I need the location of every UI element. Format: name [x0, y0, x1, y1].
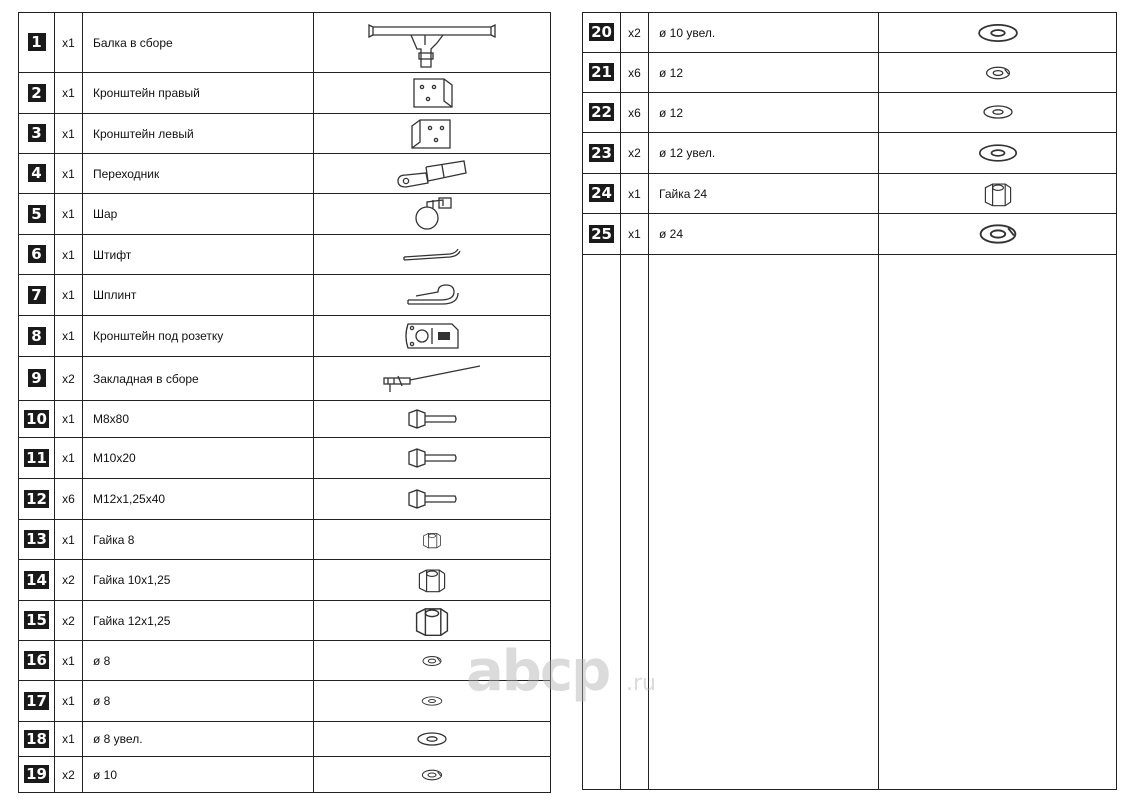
item-picture-cell [314, 73, 551, 114]
item-number: 11 [26, 448, 47, 467]
bolt-icon [405, 446, 459, 470]
item-name: ø 12 увел. [649, 133, 879, 174]
item-number: 25 [591, 224, 612, 243]
item-number-cell [583, 13, 621, 53]
item-quantity: x1 [55, 235, 83, 275]
item-number: 23 [591, 143, 612, 162]
empty-cell [621, 255, 649, 790]
parts-row [19, 275, 551, 316]
item-number: 17 [26, 691, 47, 710]
parts-row [19, 438, 551, 479]
parts-table-right [582, 12, 1117, 790]
item-quantity: x1 [55, 722, 83, 757]
item-number: 22 [591, 103, 612, 121]
empty-cell [649, 255, 879, 790]
item-number-cell [19, 520, 55, 560]
parts-row [19, 114, 551, 154]
item-picture-cell [314, 13, 551, 73]
item-picture-cell [879, 53, 1117, 93]
parts-row [583, 133, 1117, 174]
item-quantity: x1 [55, 73, 83, 114]
item-number-cell [583, 93, 621, 133]
spring-washer-icon [421, 654, 444, 668]
item-number-cell [19, 316, 55, 357]
item-number-cell [19, 357, 55, 401]
parts-row [583, 53, 1117, 93]
item-quantity: x1 [621, 214, 649, 255]
item-picture-cell [314, 479, 551, 520]
item-number: 19 [26, 765, 47, 783]
watermark-main: abcp [466, 639, 610, 704]
item-name: Штифт [83, 235, 314, 275]
item-number-cell [19, 479, 55, 520]
item-quantity: x1 [55, 194, 83, 235]
item-quantity: x1 [55, 641, 83, 681]
nut-icon [416, 567, 448, 594]
item-name: ø 12 [649, 93, 879, 133]
item-number-cell [583, 214, 621, 255]
item-picture-cell [314, 235, 551, 275]
parts-row [19, 154, 551, 194]
item-quantity: x1 [55, 520, 83, 560]
item-number: 24 [591, 184, 612, 202]
item-number-cell [19, 73, 55, 114]
parts-row [19, 681, 551, 722]
item-number: 6 [28, 245, 46, 263]
item-name: Гайка 24 [649, 174, 879, 214]
watermark-tld: .ru [626, 671, 656, 696]
parts-row [19, 601, 551, 641]
parts-row [19, 641, 551, 681]
item-name: Гайка 10x1,25 [83, 560, 314, 601]
flat-washer-icon [420, 695, 444, 708]
item-number: 13 [26, 530, 47, 548]
parts-row [19, 316, 551, 357]
item-quantity: x2 [621, 133, 649, 174]
parts-row [19, 73, 551, 114]
item-name: Гайка 12x1,25 [83, 601, 314, 641]
parts-row [19, 722, 551, 757]
item-picture-cell [314, 757, 551, 793]
item-name: ø 8 увел. [83, 722, 314, 757]
item-picture-cell [314, 114, 551, 154]
item-quantity: x6 [55, 479, 83, 520]
flat-washer-icon [975, 20, 1021, 44]
item-name: ø 24 [649, 214, 879, 255]
item-quantity: x1 [621, 174, 649, 214]
item-picture-cell [314, 722, 551, 757]
item-number-cell [19, 401, 55, 438]
spring-washer-icon [983, 64, 1012, 81]
parts-row [19, 13, 551, 73]
item-number-cell [19, 235, 55, 275]
item-picture-cell [314, 401, 551, 438]
item-picture-cell [314, 194, 551, 235]
item-name: ø 8 [83, 681, 314, 722]
item-number: 1 [28, 33, 46, 51]
item-name: Шар [83, 194, 314, 235]
item-name: M12x1,25x40 [83, 479, 314, 520]
item-quantity: x2 [621, 13, 649, 53]
item-quantity: x1 [55, 275, 83, 316]
item-number: 18 [26, 729, 47, 748]
item-number-cell [19, 438, 55, 479]
item-number: 12 [26, 489, 47, 508]
tow-ball-icon [407, 194, 457, 234]
item-number-cell [19, 757, 55, 793]
item-picture-cell [314, 316, 551, 357]
item-quantity: x6 [621, 93, 649, 133]
parts-row [19, 479, 551, 520]
item-quantity: x2 [55, 757, 83, 793]
item-number: 15 [26, 611, 47, 629]
item-quantity: x1 [55, 401, 83, 438]
adapter-icon [394, 157, 470, 191]
flat-washer-icon [981, 104, 1015, 122]
item-number: 14 [26, 570, 47, 589]
item-picture-cell [314, 275, 551, 316]
item-name: M8x80 [83, 401, 314, 438]
item-number: 9 [28, 369, 46, 387]
empty-cell [879, 255, 1117, 790]
item-number-cell [19, 641, 55, 681]
item-picture-cell [879, 214, 1117, 255]
hitch-beam-icon [367, 15, 497, 71]
item-name: Шплинт [83, 275, 314, 316]
item-name: Балка в сборе [83, 13, 314, 73]
item-picture-cell [314, 601, 551, 641]
item-quantity: x1 [55, 316, 83, 357]
spring-washer-icon [976, 221, 1020, 247]
parts-row [19, 560, 551, 601]
item-number-cell [19, 681, 55, 722]
item-quantity: x1 [55, 154, 83, 194]
nut-icon [421, 531, 443, 549]
item-number: 5 [28, 205, 46, 223]
item-number: 3 [28, 124, 46, 142]
item-quantity: x1 [55, 681, 83, 722]
item-number-cell [19, 722, 55, 757]
item-quantity: x2 [55, 601, 83, 641]
item-quantity: x2 [55, 357, 83, 401]
item-picture-cell [879, 93, 1117, 133]
item-quantity: x1 [55, 13, 83, 73]
item-number-cell [19, 154, 55, 194]
cotter-pin-icon [404, 282, 460, 308]
parts-row [19, 357, 551, 401]
item-picture-cell [314, 438, 551, 479]
item-number-cell [19, 601, 55, 641]
item-number: 8 [28, 327, 46, 345]
item-picture-cell [314, 154, 551, 194]
item-name: ø 12 [649, 53, 879, 93]
item-name: Гайка 8 [83, 520, 314, 560]
parts-row [19, 401, 551, 438]
embedded-rod-icon [380, 362, 484, 396]
item-number: 7 [28, 286, 46, 304]
item-picture-cell [314, 681, 551, 722]
flat-washer-icon [975, 141, 1019, 164]
parts-row [583, 13, 1117, 53]
bolt-icon [405, 487, 459, 511]
item-name: Закладная в сборе [83, 357, 314, 401]
item-name: M10x20 [83, 438, 314, 479]
item-quantity: x1 [55, 438, 83, 479]
item-number: 4 [28, 164, 46, 182]
item-number: 21 [591, 63, 612, 81]
item-picture-cell [314, 641, 551, 681]
item-picture-cell [879, 133, 1117, 174]
item-name: Кронштейн под розетку [83, 316, 314, 357]
item-picture-cell [879, 174, 1117, 214]
item-number-cell [19, 114, 55, 154]
item-name: ø 8 [83, 641, 314, 681]
item-number-cell [19, 194, 55, 235]
item-quantity: x6 [621, 53, 649, 93]
item-number-cell [583, 53, 621, 93]
item-name: ø 10 [83, 757, 314, 793]
parts-row [583, 214, 1117, 255]
bracket-right-icon [404, 75, 460, 111]
flat-washer-icon [415, 730, 449, 748]
item-name: ø 10 увел. [649, 13, 879, 53]
item-number-cell [583, 174, 621, 214]
pin-icon [400, 245, 464, 265]
item-number: 16 [26, 651, 47, 669]
parts-row [19, 194, 551, 235]
item-picture-cell [314, 357, 551, 401]
item-name: Кронштейн левый [83, 114, 314, 154]
item-quantity: x2 [55, 560, 83, 601]
nut-icon [981, 180, 1013, 207]
item-number-cell [19, 13, 55, 73]
bracket-left-icon [404, 116, 460, 152]
parts-row [583, 174, 1117, 214]
item-picture-cell [879, 13, 1117, 53]
spring-washer-icon [420, 767, 444, 781]
bolt-icon [405, 407, 459, 431]
item-number: 2 [28, 84, 46, 102]
item-number: 20 [591, 23, 612, 41]
item-name: Кронштейн правый [83, 73, 314, 114]
parts-row [19, 520, 551, 560]
empty-cell [583, 255, 621, 790]
parts-row [583, 93, 1117, 133]
parts-table-left [18, 12, 551, 793]
item-picture-cell [314, 560, 551, 601]
item-number-cell [19, 560, 55, 601]
parts-row [19, 235, 551, 275]
parts-row [19, 757, 551, 793]
item-number-cell [19, 275, 55, 316]
item-number-cell [583, 133, 621, 174]
item-number: 10 [26, 409, 47, 428]
empty-row [583, 255, 1117, 790]
item-picture-cell [314, 520, 551, 560]
item-quantity: x1 [55, 114, 83, 154]
nut-icon [412, 604, 452, 637]
item-name: Переходник [83, 154, 314, 194]
socket-bracket-icon [402, 318, 462, 354]
